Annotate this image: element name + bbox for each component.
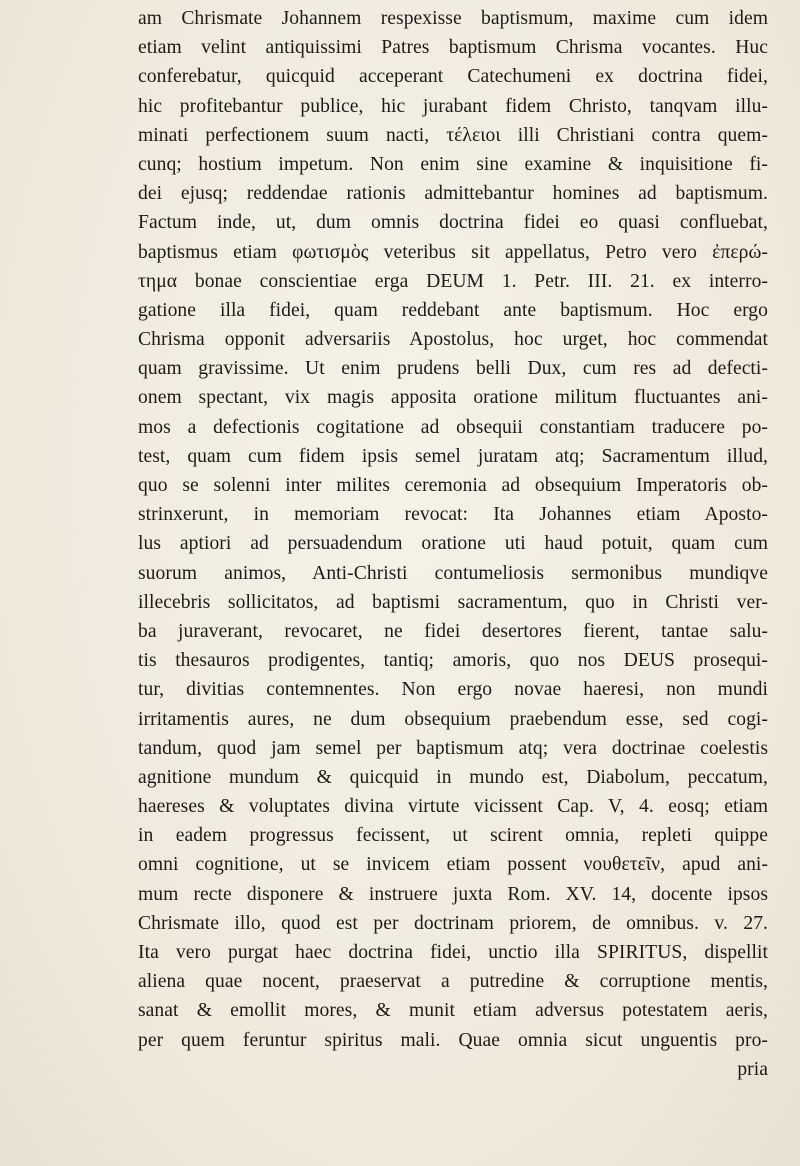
text-line: lus aptiori ad persuadendum oratione uti haud potuit, quam cum bbox=[138, 533, 768, 555]
text-line: cunq; hostium impetum. Non enim sine examine & inquisitione fi- bbox=[138, 153, 768, 175]
text-line: illecebris sollicitatos, ad baptismi sacramentum, quo in Christi ver- bbox=[138, 591, 768, 613]
text-line: agnitione mundum & quicquid in mundo est, Diabolum, peccatum, bbox=[138, 766, 768, 788]
text-line: haereses & voluptates divina virtute vicissent Cap. V, 4. eosq; etiam bbox=[138, 796, 768, 818]
text-line: onem spectant, vix magis apposita oratione militum fluctuantes ani- bbox=[138, 387, 768, 409]
text-line: etiam velint antiquissimi Patres baptismum Chrisma vocantes. Huc bbox=[138, 37, 768, 59]
text-line: tur, divitias contemnentes. Non ergo novae haeresi, non mundi bbox=[138, 679, 768, 701]
text-line: baptismus etiam φωτισμὸς veteribus sit appellatus, Petro vero ἐπερώ- bbox=[138, 241, 768, 263]
text-line: dei ejusq; reddendae rationis admittebantur homines ad baptismum. bbox=[138, 183, 768, 205]
text-line: suorum animos, Anti-Christi contumeliosis sermonibus mundiqve bbox=[138, 562, 768, 584]
text-line: quam gravissime. Ut enim prudens belli Dux, cum res ad defecti- bbox=[138, 358, 768, 380]
text-line: ba juraverant, revocaret, ne fidei desertores fierent, tantae salu- bbox=[138, 620, 768, 642]
latin-text-body bbox=[138, 4, 768, 1084]
text-line: Ita vero purgat haec doctrina fidei, unctio illa SPIRITUS, dispellit bbox=[138, 942, 768, 963]
text-line: irritamentis aures, ne dum obsequium praebendum esse, sed cogi- bbox=[138, 708, 768, 730]
text-line: minati perfectionem suum nacti, τέλειοι illi Christiani contra quem- bbox=[138, 124, 768, 146]
catchword: pria bbox=[737, 1058, 768, 1080]
text-line: strinxerunt, in memoriam revocat: Ita Johannes etiam Aposto- bbox=[138, 504, 768, 526]
text-line: per quem feruntur spiritus mali. Quae omnia sicut unguentis pro- bbox=[138, 1029, 768, 1051]
text-line: aliena quae nocent, praeservat a putredine & corruptione mentis, bbox=[138, 971, 768, 993]
text-line: Chrismate illo, quod est per doctrinam priorem, de omnibus. v. 27. bbox=[138, 912, 768, 934]
text-line: am Chrismate Johannem respexisse baptismum, maxime cum idem bbox=[138, 8, 768, 29]
text-line: mos a defectionis cogitatione ad obsequii constantiam traducere po- bbox=[138, 416, 768, 438]
text-line: in eadem progressus fecissent, ut scirent omnia, repleti quippe bbox=[138, 825, 768, 847]
text-line: hic profitebantur publice, hic jurabant fidem Christo, tanqvam illu- bbox=[138, 95, 768, 117]
text-line: conferebatur, quicquid acceperant Catechumeni ex doctrina fidei, bbox=[138, 66, 768, 88]
text-line: Chrisma opponit adversariis Apostolus, hoc urget, hoc commendat bbox=[138, 329, 768, 351]
text-line: omni cognitione, ut se invicem etiam possent νουθετεῖν, apud ani- bbox=[138, 854, 768, 876]
text-line: quo se solenni inter milites ceremonia ad obsequium Imperatoris ob- bbox=[138, 475, 768, 496]
text-line: sanat & emollit mores, & munit etiam adversus potestatem aeris, bbox=[138, 1000, 768, 1022]
text-line: tandum, quod jam semel per baptismum atq; vera doctrinae coelestis bbox=[138, 737, 768, 759]
text-line: mum recte disponere & instruere juxta Rom. XV. 14, docente ipsos bbox=[138, 883, 768, 905]
text-line: gatione illa fidei, quam reddebant ante baptismum. Hoc ergo bbox=[138, 299, 768, 321]
text-line: τημα bonae conscientiae erga DEUM 1. Petr. III. 21. ex interro- bbox=[138, 270, 768, 292]
text-line: Factum inde, ut, dum omnis doctrina fidei eo quasi confluebat, bbox=[138, 212, 768, 234]
text-line: test, quam cum fidem ipsis semel juratam atq; Sacramentum illud, bbox=[138, 445, 768, 467]
text-line: tis thesauros prodigentes, tantiq; amoris, quo nos DEUS prosequi- bbox=[138, 650, 768, 672]
